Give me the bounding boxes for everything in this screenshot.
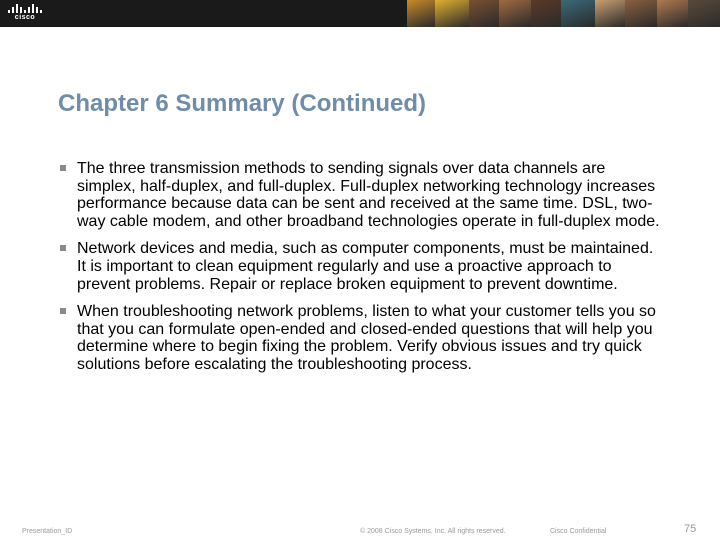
header-photo [595,0,625,27]
square-bullet-icon [60,308,66,314]
square-bullet-icon [60,245,66,251]
bullet-item [60,303,660,373]
bullet-item [60,240,660,293]
footer-confidential: Cisco Confidential [550,528,607,535]
header-photo [435,0,469,27]
bullet-text: Network devices and media, such as computer components, must be maintained. It is important to clean equipment regularly and use a proactive approach to prevent problems. Repair or replace broken equipment to prevent downtime. [77,240,654,293]
header-photo [469,0,499,27]
header-photo [625,0,657,27]
cisco-logo [8,4,42,24]
bullet-item [60,160,660,230]
header-photo [561,0,595,27]
header-band [0,0,720,27]
bullet-text: The three transmission methods to sending signals over data channels are simplex, half-duplex, and full-duplex. Full-duplex networking technology increases performance because data can be sent and received at the same time. DSL, two-way cable modem, and other broadband technologies operate in full-duplex mode. [77,160,660,230]
square-bullet-icon [60,165,66,171]
page-number: 75 [684,523,697,535]
footer-presentation-id: Presentation_ID [22,528,73,535]
bullet-text: When troubleshooting network problems, listen to what your customer tells you so that you can formulate open-ended and closed-ended questions that will help you determine where to begin fixing the problem. Verify obvious issues and try quick solutions before escalating the troubleshooting process. [77,303,656,373]
header-photo [407,0,435,27]
bullet-list [60,160,660,384]
slide-title: Chapter 6 Summary (Continued) [58,90,427,117]
header-photo [499,0,531,27]
header-photo [531,0,561,27]
footer-copyright: © 2008 Cisco Systems, Inc. All rights reserved. [360,528,506,535]
header-photo [688,0,720,27]
logo-text: cisco [14,14,36,21]
cisco-bridge-icon [8,4,42,13]
header-photo [657,0,688,27]
header-photo-strip [407,0,720,27]
